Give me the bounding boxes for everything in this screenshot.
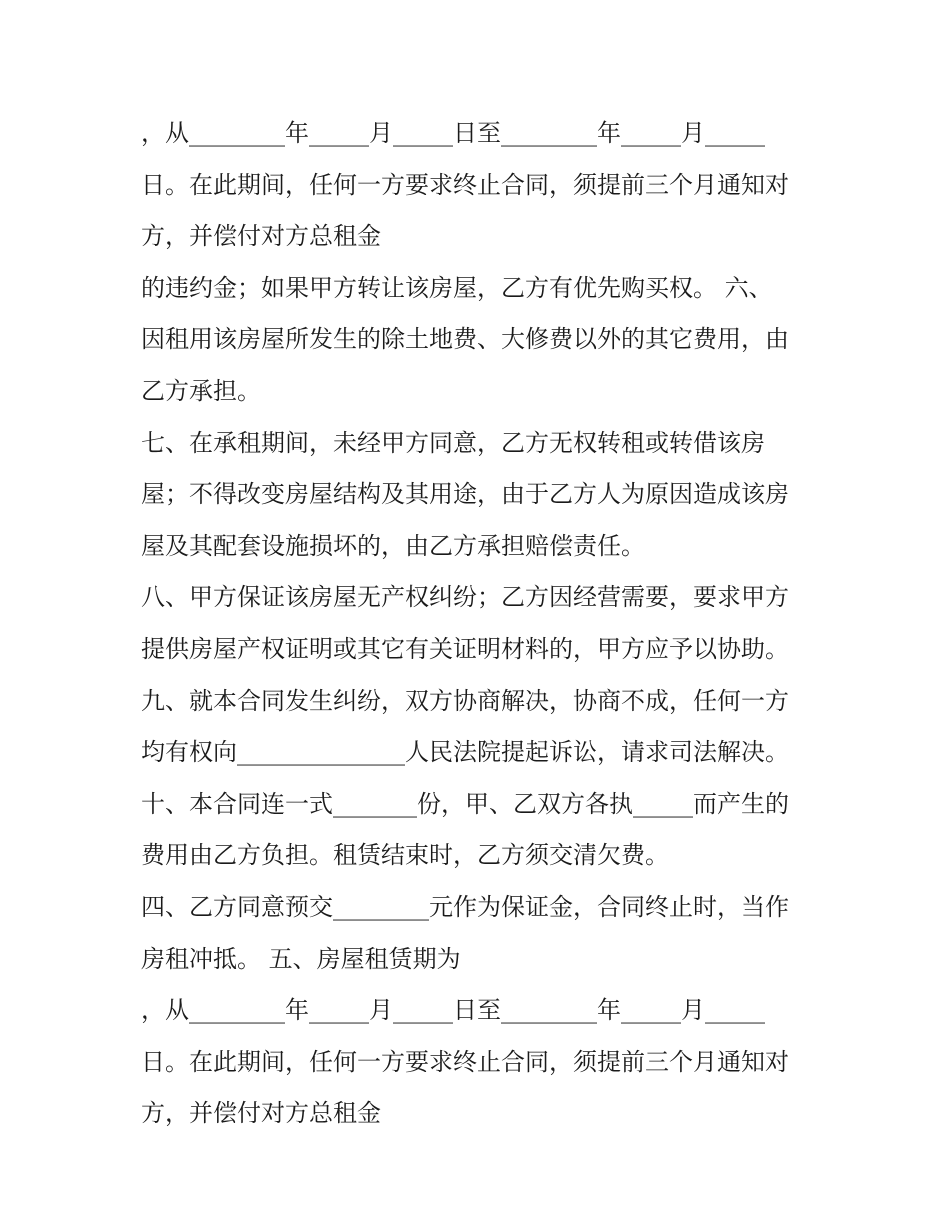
text-line: 十、本合同连一式_______份，甲、乙双方各执_____而产生的 — [141, 789, 789, 818]
text-line: 乙方承担。 — [141, 376, 261, 405]
text-line: 方，并偿付对方总租金 — [141, 222, 381, 251]
text-line: 四、乙方同意预交________元作为保证金，合同终止时，当作 — [141, 892, 789, 921]
text-line: 日。在此期间，任何一方要求终止合同，须提前三个月通知对 — [141, 170, 789, 199]
text-line: 屋；不得改变房屋结构及其用途，由于乙方人为原因造成该房 — [141, 480, 789, 509]
text-line: 均有权向______________人民法院提起诉讼，请求司法解决。 — [141, 738, 789, 767]
text-line: ，从________年_____月_____日至________年_____月_____ — [141, 996, 765, 1025]
text-line: ，从________年_____月_____日至________年_____月_____ — [141, 119, 765, 147]
text-line: 八、甲方保证该房屋无产权纠纷；乙方因经营需要，要求甲方 — [141, 583, 789, 612]
text-line: 七、在承租期间，未经甲方同意，乙方无权转租或转借该房 — [141, 428, 765, 457]
text-line: 九、就本合同发生纠纷，双方协商解决，协商不成，任何一方 — [141, 686, 789, 715]
text-line: 费用由乙方负担。租赁结束时，乙方须交清欠费。 — [141, 841, 669, 870]
text-line: 屋及其配套设施损坏的，由乙方承担赔偿责任。 — [141, 531, 645, 560]
text-line: 因租用该房屋所发生的除土地费、大修费以外的其它费用，由 — [141, 325, 789, 354]
text-line: 房租冲抵。 五、房屋租赁期为 — [141, 944, 461, 973]
document-body — [141, 108, 821, 1140]
text-line: 方，并偿付对方总租金 — [141, 1099, 381, 1128]
text-line: 的违约金；如果甲方转让该房屋，乙方有优先购买权。 六、 — [141, 273, 773, 302]
text-line: 提供房屋产权证明或其它有关证明材料的，甲方应予以协助。 — [141, 634, 789, 663]
text-line: 日。在此期间，任何一方要求终止合同，须提前三个月通知对 — [141, 1047, 789, 1076]
